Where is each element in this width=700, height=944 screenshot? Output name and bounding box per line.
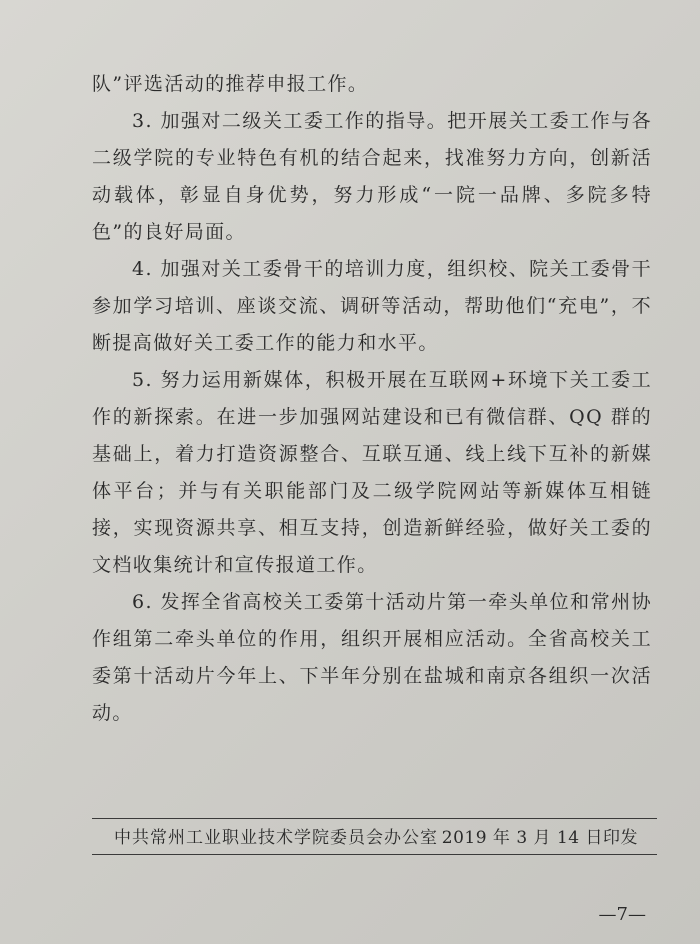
paragraph-item-3: 3. 加强对二级关工委工作的指导。把开展关工委工作与各二级学院的专业特色有机的结合起来，找准努力方向，创新活动载体，彰显自身优势，努力形成“一院一品牌、多院多特色”的良好局面。	[92, 110, 652, 243]
footer-top-rule	[92, 818, 657, 819]
paragraph-continuation: 队”评选活动的推荐申报工作。	[92, 73, 369, 95]
paragraph-item-6: 6. 发挥全省高校关工委第十活动片第一牵头单位和常州协作组第二牵头单位的作用，组织开展相应活动。全省高校关工委第十活动片今年上、下半年分别在盐城和南京各组织一次活动。	[92, 591, 652, 724]
page-number: —7—	[598, 904, 646, 925]
footer-print-date: 2019 年 3 月 14 日印发	[441, 828, 638, 848]
footer-issuer: 中共常州工业职业技术学院委员会办公室	[114, 828, 438, 848]
footer-bottom-rule	[92, 854, 657, 855]
paragraph-item-5: 5. 努力运用新媒体，积极开展在互联网+环境下关工委工作的新探索。在进一步加强网站建设和已有微信群、QQ 群的基础上，着力打造资源整合、互联互通、线上线下互补的新媒体平台；并与有关职能部门及二级学院网站等新媒体互相链接，实现资源共享、相互支持，创造新鲜经验，做好关工委的文档收集统计和宣传报道工作。	[92, 369, 652, 576]
document-body	[92, 66, 652, 732]
paragraph-item-4: 4. 加强对关工委骨干的培训力度，组织校、院关工委骨干参加学习培训、座谈交流、调研等活动，帮助他们“充电”，不断提高做好关工委工作的能力和水平。	[92, 258, 652, 354]
